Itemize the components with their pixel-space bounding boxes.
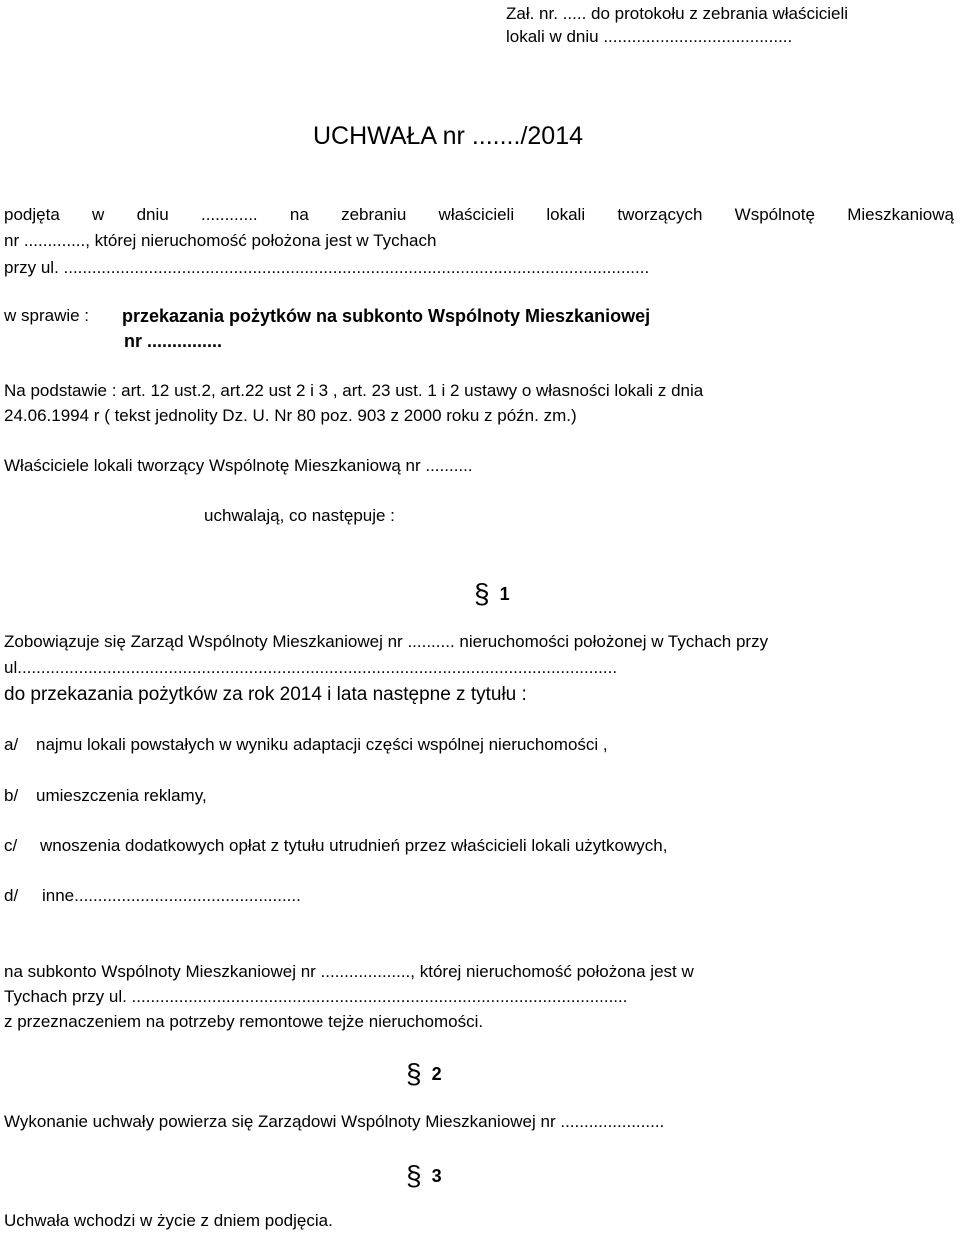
owners-line: Właściciele lokali tworzący Wspólnotę Mieszkaniową nr .......... (4, 456, 473, 475)
list-marker-b: b/ (4, 786, 19, 805)
intro-line-2: nr ............., której nieruchomość położona jest w Tychach (4, 231, 437, 250)
section-symbol-2: § (406, 1058, 422, 1089)
intro-line-1: podjęta w dniu ............ na zebraniu właścicieli lokali tworzących Wspólnotę Mieszkaniową (4, 205, 954, 224)
section-1-after-3: z przeznaczeniem na potrzeby remontowe tejże nieruchomości. (4, 1012, 484, 1031)
intro-line-3: przy ul. ............................................................................................................................ (4, 258, 650, 277)
section-3-heading (406, 1160, 442, 1191)
section-1-after-1: na subkonto Wspólnoty Mieszkaniowej nr ..................., której nieruchomość położona jest w (4, 962, 694, 981)
document-title: UCHWAŁA nr ......./2014 (313, 122, 584, 150)
basis-line-2: 24.06.1994 r ( tekst jednolity Dz. U. Nr 80 poz. 903 z 2000 roku z późn. zm.) (4, 406, 577, 425)
section-1-line-1: Zobowiązuje się Zarząd Wspólnoty Mieszkaniowej nr .......... nieruchomości położonej w Tychach przy (4, 632, 769, 651)
list-marker-a: a/ (4, 735, 19, 754)
section-3-text: Uchwała wchodzi w życie z dniem podjęcia. (4, 1211, 333, 1230)
section-2-text: Wykonanie uchwały powierza się Zarządowi Wspólnoty Mieszkaniowej nr ...................... (4, 1112, 665, 1131)
subject-text-2: nr ............... (124, 331, 223, 351)
section-1-after-2: Tychach przy ul. ......................................................................................................... (4, 987, 628, 1006)
section-number-2: 2 (431, 1064, 442, 1084)
subject-text: przekazania pożytków na subkonto Wspólnoty Mieszkaniowej (122, 306, 651, 326)
list-text-d: inne................................................ (42, 886, 301, 905)
list-text-a: najmu lokali powstałych w wyniku adaptacji części wspólnej nieruchomości , (36, 735, 608, 754)
list-text-c: wnoszenia dodatkowych opłat z tytułu utrudnień przez właścicieli lokali użytkowych, (40, 836, 668, 855)
list-marker-d: d/ (4, 886, 19, 905)
header-line-2: lokali w dniu ........................................ (506, 27, 793, 46)
section-number-3: 3 (431, 1166, 442, 1186)
subject-label: w sprawie : (4, 306, 90, 325)
resolve-line: uchwalają, co następuje : (204, 506, 395, 525)
list-marker-c: c/ (4, 836, 18, 855)
section-symbol-3: § (406, 1160, 422, 1191)
header-line-1: Zał. nr. ..... do protokołu z zebrania właścicieli (506, 4, 849, 23)
basis-line-1: Na podstawie : art. 12 ust.2, art.22 ust 2 i 3 , art. 23 ust. 1 i 2 ustawy o własności lokali z dnia (4, 381, 704, 400)
section-1-line-2: ul............................................................................................................................... (4, 658, 618, 677)
section-2-heading (406, 1058, 442, 1089)
section-1-line-3: do przekazania pożytków za rok 2014 i lata następne z tytułu : (4, 684, 527, 705)
section-number-1: 1 (499, 584, 510, 604)
section-1-heading (474, 578, 510, 609)
list-text-b: umieszczenia reklamy, (36, 786, 207, 805)
section-symbol-1: § (474, 578, 490, 609)
